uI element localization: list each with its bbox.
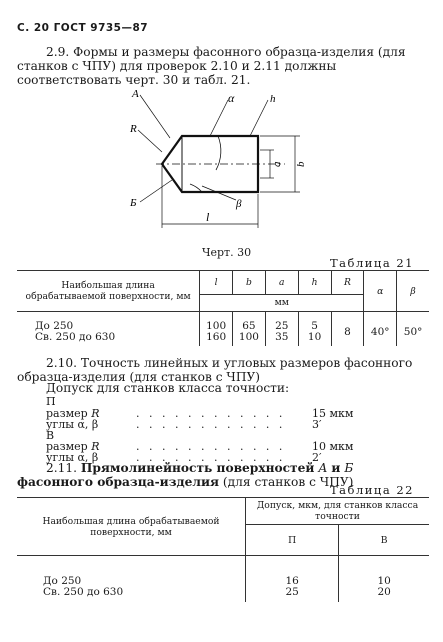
figure-30-drawing — [110, 90, 330, 240]
t22-group-header: Допуск, мкм, для станков класса точности — [246, 498, 430, 525]
t21-alpha-value: 40° — [364, 312, 397, 347]
p211-rest: (для станков с ЧПУ) — [222, 475, 354, 489]
tolerance-p-size: размер R . . . . . . . . . . . . — [46, 407, 286, 420]
p211-surface-b: Б — [344, 461, 354, 475]
p211-bold-text-2: фасонного образца-изделия — [17, 475, 219, 489]
t21-R-value: 8 — [331, 312, 364, 347]
t21-row2-range: Св. 250 до 630 — [35, 331, 116, 343]
t21-r2-b: 100 — [238, 331, 259, 343]
label-beta: β — [236, 198, 242, 210]
label-h: h — [270, 93, 276, 105]
table-21-caption: Таблица 21 — [330, 256, 414, 270]
label-b: b — [295, 161, 307, 167]
t21-r1-l: 100 — [206, 320, 227, 332]
t21-r2-l: 160 — [206, 331, 227, 343]
t22-col-p: П — [246, 525, 339, 556]
label-alpha: α — [228, 91, 235, 105]
tol-p-angle-label: углы α, β — [46, 418, 99, 431]
figure-caption: Черт. 30 — [202, 246, 252, 259]
tol-v-size-label: размер — [46, 440, 88, 453]
tol-p-angle-value: 3′ — [312, 418, 322, 431]
tol-v-angle-value: 2′ — [312, 451, 322, 464]
t21-col-h: h — [311, 276, 318, 288]
p211-bold-text: Прямолинейность поверхностей — [80, 461, 315, 475]
tol-v-size-value: 10 мкм — [312, 440, 354, 453]
beta-arc — [190, 184, 202, 192]
t21-col-R: R — [343, 276, 351, 288]
tolerance-p-angle: углы α, β . . . . . . . . . . . . — [46, 418, 286, 431]
tol-p-size-label: размер — [46, 407, 88, 420]
tolerance-title: Допуск для станков класса точности: — [46, 381, 290, 395]
t21-r1-h: 5 — [311, 320, 318, 332]
t22-row1-range: До 250 — [43, 575, 82, 587]
t22-row2-range: Св. 250 до 630 — [43, 586, 124, 598]
t21-col-beta: β — [410, 285, 416, 297]
label-a: a — [271, 161, 283, 167]
t21-col-a: a — [279, 276, 285, 288]
t21-r2-h: 10 — [307, 331, 322, 343]
page-header: С. 20 ГОСТ 9735—87 — [17, 22, 149, 34]
p211-number: 2.11. — [46, 461, 78, 475]
paragraph-2-10: 2.10. Точность линейных и угловых размеров фасонного образца-изделия (для станков с ЧПУ) — [17, 356, 413, 384]
label-A: А — [132, 90, 139, 100]
t21-col-l: l — [214, 276, 218, 288]
t21-col-b: b — [245, 276, 252, 288]
label-R: R — [130, 123, 137, 135]
t22-r1-p: 16 — [285, 575, 299, 587]
p211-surface-a: А — [318, 461, 328, 475]
tolerance-class-p: П — [46, 395, 56, 408]
tolerance-v-size: размер R . . . . . . . . . . . . — [46, 440, 286, 453]
t21-r2-a: 35 — [275, 331, 289, 343]
p211-and: и — [331, 461, 341, 475]
tol-v-size-symbol: R — [91, 440, 100, 453]
tol-v-angle-label: углы α, β — [46, 451, 99, 464]
t21-col0-header: Наибольшая длина обрабатываемой поверхности, мм — [17, 271, 200, 312]
t21-col-alpha: α — [377, 285, 384, 297]
table-22 — [17, 497, 429, 602]
tolerance-v-angle: углы α, β . . . . . . . . . . . . — [46, 451, 286, 464]
tol-p-size-symbol: R — [91, 407, 100, 420]
t22-col-v: В — [339, 525, 429, 556]
t21-r1-a: 25 — [275, 320, 289, 332]
t22-col0-header: Наибольшая длина обрабатываемой поверхности, мм — [17, 498, 246, 556]
tol-p-size-value: 15 мкм — [312, 407, 354, 420]
t22-r2-p: 25 — [285, 586, 299, 598]
t22-r1-v: 10 — [377, 575, 391, 587]
t21-r1-b: 65 — [242, 320, 256, 332]
t22-r2-v: 20 — [377, 586, 391, 598]
table-21 — [17, 270, 429, 346]
label-l: l — [206, 210, 210, 224]
tolerance-class-v: В — [46, 429, 55, 442]
alpha-arc — [216, 136, 221, 170]
t21-unit: мм — [200, 294, 364, 311]
table-22-caption: Таблица 22 — [330, 483, 414, 497]
paragraph-2-9: 2.9. Формы и размеры фасонного образца-изделия (для станков с ЧПУ) для проверок 2.10 и 2.11 должны соответствовать черт. 30 и табл. 21. — [17, 45, 406, 87]
label-B: Б — [130, 197, 137, 209]
t21-beta-value: 50° — [397, 312, 429, 347]
t21-row1-range: До 250 — [35, 320, 74, 332]
